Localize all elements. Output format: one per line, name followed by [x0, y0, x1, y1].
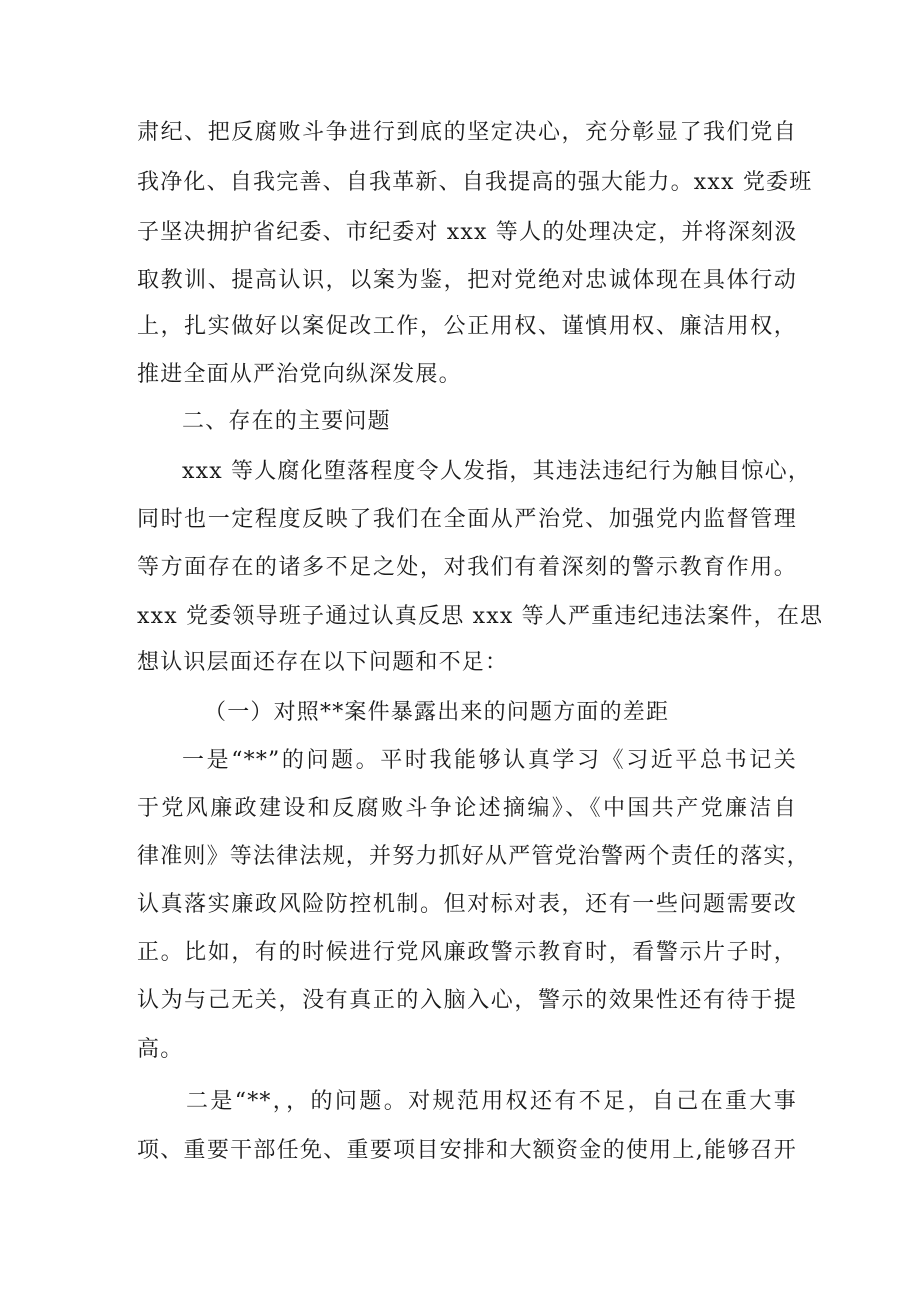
subsection-heading: （一）对照**案件暴露出来的问题方面的差距	[204, 700, 670, 725]
paragraph-line: 等方面存在的诸多不足之处，对我们有着深刻的警示教育作用。	[137, 555, 797, 580]
paragraph-line: 同时也一定程度反映了我们在全面从严治党、加强党内监督管理	[137, 507, 797, 532]
paragraph-line: 项、重要干部任免、重要项目安排和大额资金的使用上,能够召开	[137, 1138, 797, 1163]
paragraph-line: 高。	[137, 1037, 184, 1062]
paragraph-line: xxx 党委领导班子通过认真反思 xxx 等人严重违纪违法案件，在思	[137, 604, 824, 629]
paragraph-line: 我净化、自我完善、自我革新、自我提高的强大能力。xxx 党委班	[137, 170, 813, 195]
paragraph-line: 认为与己无关，没有真正的入脑入心，警示的效果性还有待于提	[137, 988, 797, 1013]
paragraph-line: 上，扎实做好以案促改工作，公正用权、谨慎用权、廉洁用权，	[137, 314, 797, 339]
paragraph-line: 于党风廉政建设和反腐败斗争论述摘编》、《中国共产党廉洁自	[137, 796, 797, 821]
paragraph-line: 二是“**，，的问题。对规范用权还有不足，自己在重大事	[186, 1089, 797, 1114]
paragraph-line: 认真落实廉政风险防控机制。但对标对表，还有一些问题需要改	[137, 892, 797, 917]
paragraph-line: 取教训、提高认识，以案为鉴，把对党绝对忠诚体现在具体行动	[137, 268, 797, 293]
paragraph-line: 子坚决拥护省纪委、市纪委对 xxx 等人的处理决定，并将深刻汲	[137, 220, 798, 245]
paragraph-line: 律准则》等法律法规，并努力抓好从严管党治警两个责任的落实，	[137, 844, 810, 869]
paragraph-line: xxx 等人腐化堕落程度令人发指，其违法违纪行为触目惊心，	[182, 459, 812, 484]
section-heading: 二、存在的主要问题	[182, 409, 391, 434]
paragraph-line: 想认识层面还存在以下问题和不足：	[137, 650, 509, 675]
paragraph-line: 推进全面从严治党向纵深发展。	[137, 362, 462, 387]
paragraph-line: 一是“**”的问题。平时我能够认真学习《习近平总书记关	[182, 748, 797, 773]
paragraph-line: 肃纪、把反腐败斗争进行到底的坚定决心，充分彰显了我们党自	[137, 120, 797, 145]
paragraph-line: 正。比如，有的时候进行党风廉政警示教育时，看警示片子时，	[137, 940, 797, 965]
